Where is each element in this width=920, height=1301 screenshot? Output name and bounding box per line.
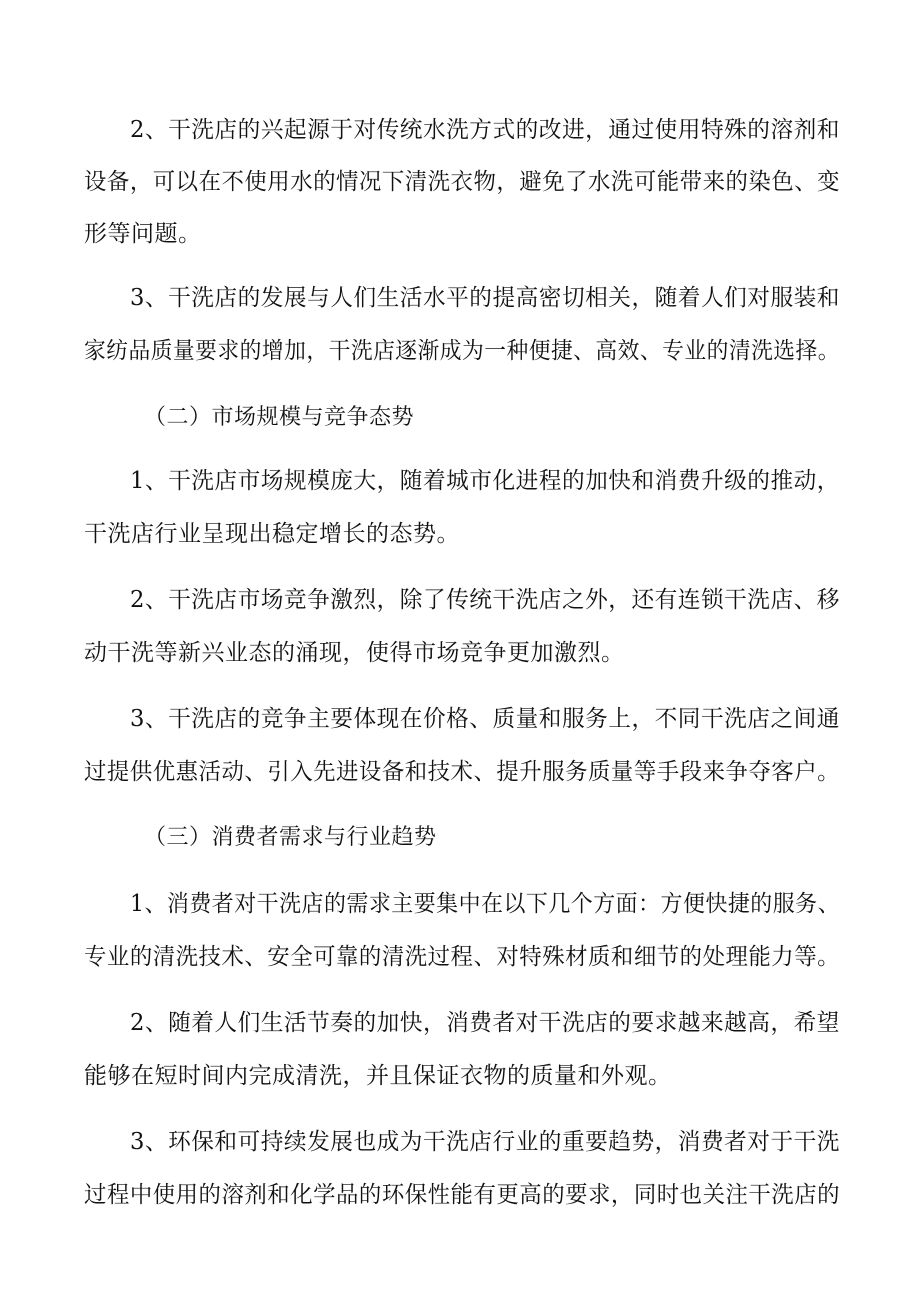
line-text: 3、干洗店的发展与人们生活水平的提高密切相关，随着人们对服装和	[130, 285, 840, 311]
line-text: 1、干洗店市场规模庞大，随着城市化进程的加快和消费升级的推动，	[130, 468, 840, 494]
line-text: 3、环保和可持续发展也成为干洗店行业的重要趋势，消费者对于干洗	[130, 1129, 840, 1155]
section-heading-text: （三）消费者需求与行业趋势	[144, 825, 437, 850]
line-text: 家纺品质量要求的增加，干洗店逐渐成为一种便捷、高效、专业的清洗选择。	[84, 338, 841, 364]
line-text: 专业的清洗技术、安全可靠的清洗过程、对特殊材质和细节的处理能力等。	[84, 944, 841, 970]
line-text: 形等问题。	[84, 221, 202, 247]
line-text: 干洗店行业呈现出稳定增长的态势。	[84, 521, 460, 547]
line-text: 过程中使用的溶剂和化学品的环保性能有更高的要求，同时也关注干洗店的	[84, 1182, 841, 1208]
line-text: 动干洗等新兴业态的涌现，使得市场竞争更加激烈。	[84, 640, 625, 666]
line-text: 设备，可以在不使用水的情况下清洗衣物，避免了水洗可能带来的染色、变	[84, 169, 841, 195]
line-text: 2、干洗店的兴起源于对传统水洗方式的改进，通过使用特殊的溶剂和	[130, 117, 840, 143]
line-text: 能够在短时间内完成清洗，并且保证衣物的质量和外观。	[84, 1063, 672, 1089]
line-text: 2、随着人们生活节奏的加快，消费者对干洗店的要求越来越高，希望	[130, 1010, 840, 1036]
line-text: 1、消费者对干洗店的需求主要集中在以下几个方面：方便快捷的服务、	[130, 891, 841, 917]
line-text: 3、干洗店的竞争主要体现在价格、质量和服务上，不同干洗店之间通	[130, 706, 840, 732]
line-text: 2、干洗店市场竞争激烈，除了传统干洗店之外，还有连锁干洗店、移	[130, 587, 840, 613]
section-heading-text: （二）市场规模与竞争态势	[144, 405, 415, 430]
line-text: 过提供优惠活动、引入先进设备和技术、提升服务质量等手段来争夺客户。	[84, 759, 841, 785]
